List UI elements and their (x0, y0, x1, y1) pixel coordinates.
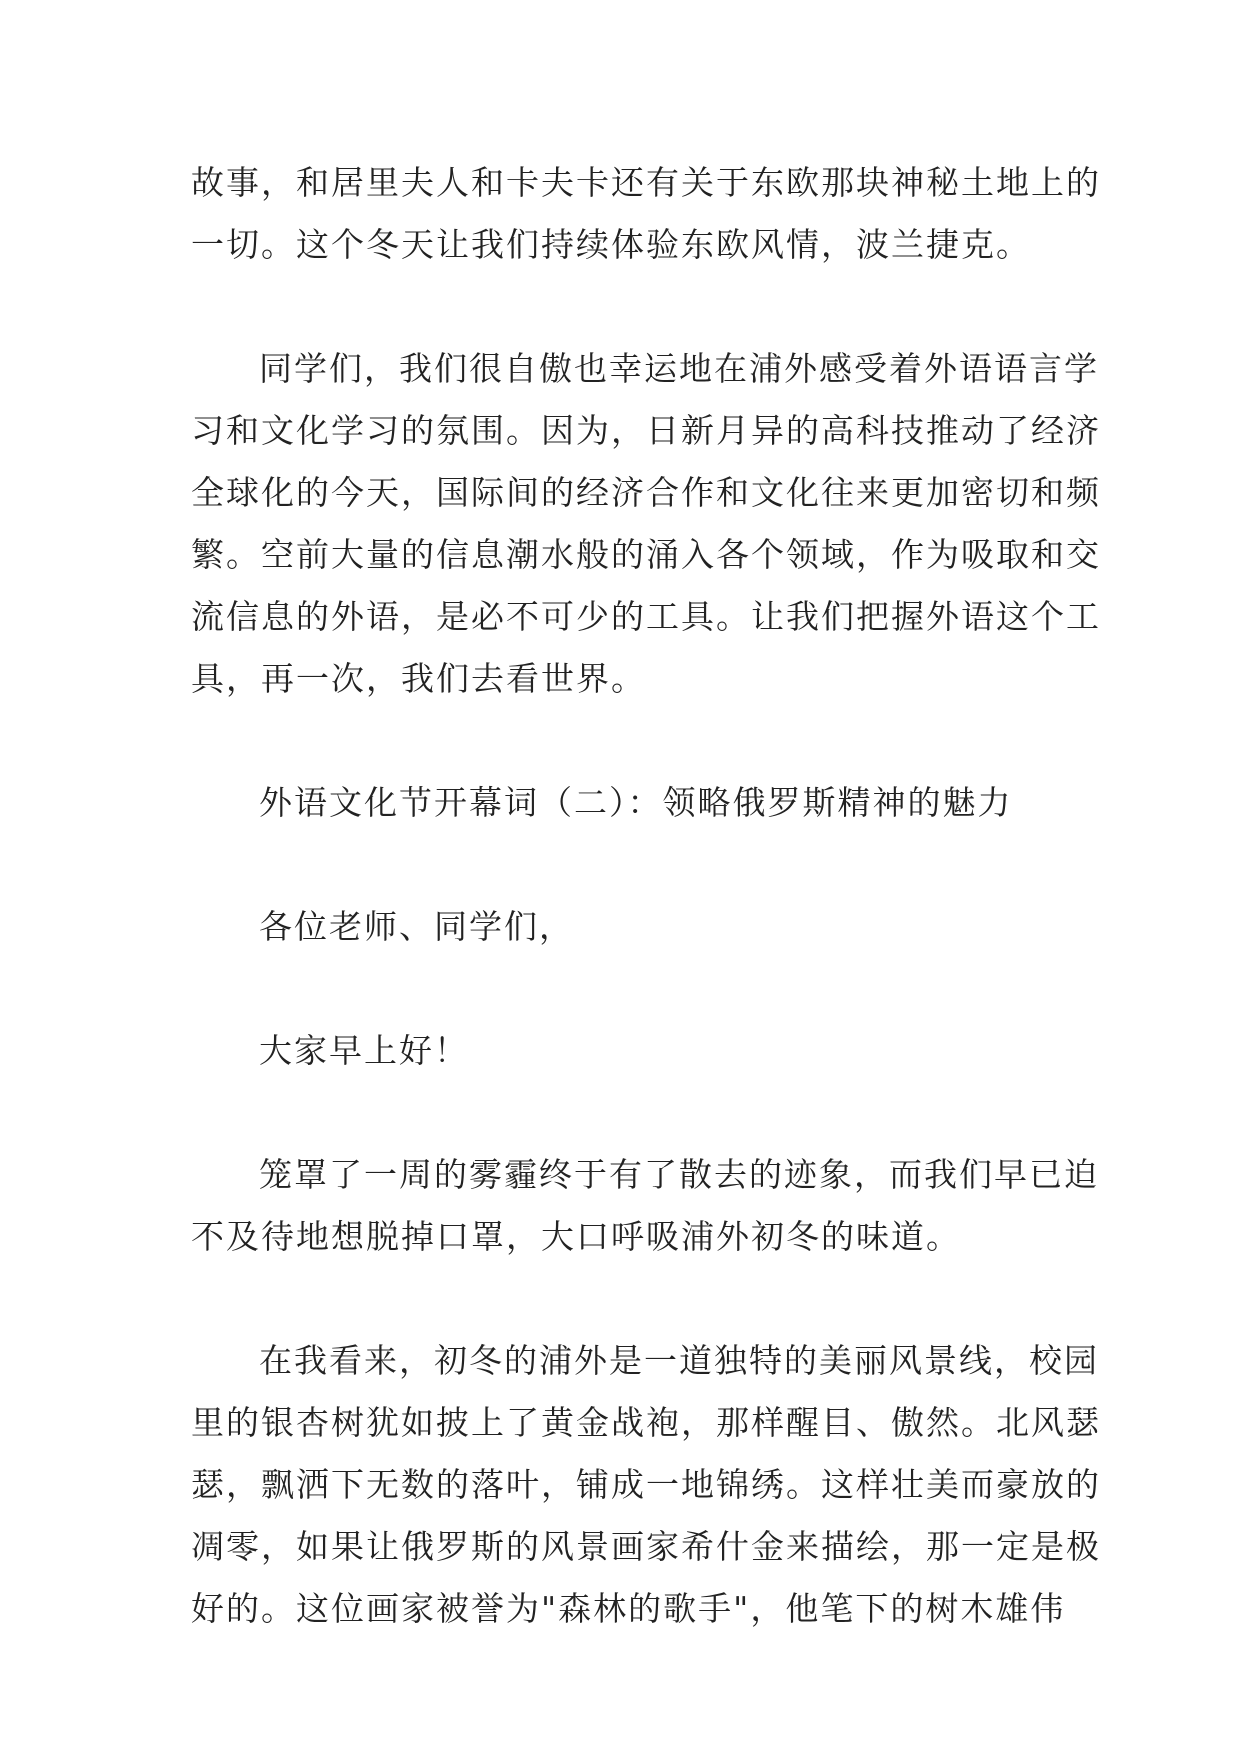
text-line: 里的银杏树犹如披上了黄金战袍，那样醒目、傲然。北风瑟 (191, 1403, 1101, 1442)
text-line: 各位老师、同学们， (259, 907, 574, 946)
text-line: 不及待地想脱掉口罩，大口呼吸浦外初冬的味道。 (191, 1217, 961, 1256)
section-heading (191, 772, 1061, 834)
greeting (191, 1020, 1061, 1082)
paragraph-continuation (191, 152, 1101, 276)
heading-line: 外语文化节开幕词（二）：领略俄罗斯精神的魅力 (259, 783, 1013, 822)
text-line: 凋零，如果让俄罗斯的风景画家希什金来描绘，那一定是极 (191, 1527, 1101, 1566)
text-line: 好的。这位画家被誉为"森林的歌手"，他笔下的树木雄伟 (191, 1589, 1066, 1628)
text-line: 繁。空前大量的信息潮水般的涌入各个领域，作为吸取和交 (191, 535, 1101, 574)
text-line: 一切。这个冬天让我们持续体验东欧风情，波兰捷克。 (191, 225, 1031, 264)
text-line: 大家早上好！ (259, 1031, 469, 1070)
text-line: 笼罩了一周的雾霾终于有了散去的迹象，而我们早已迫 (259, 1155, 1099, 1194)
paragraph-winter-scenery (191, 1330, 1101, 1640)
text-line: 全球化的今天，国际间的经济合作和文化往来更加密切和频 (191, 473, 1101, 512)
text-line: 习和文化学习的氛围。因为，日新月异的高科技推动了经济 (191, 411, 1101, 450)
text-line: 流信息的外语，是必不可少的工具。让我们把握外语这个工 (191, 597, 1101, 636)
text-line: 同学们，我们很自傲也幸运地在浦外感受着外语语言学 (259, 349, 1099, 388)
text-line: 具，再一次，我们去看世界。 (191, 659, 646, 698)
text-line: 故事，和居里夫人和卡夫卡还有关于东欧那块神秘土地上的 (191, 163, 1101, 202)
paragraph-world (191, 338, 1101, 710)
paragraph-smog (191, 1144, 1099, 1268)
document-body (191, 152, 1101, 1702)
text-line: 在我看来，初冬的浦外是一道独特的美丽风景线，校园 (259, 1341, 1099, 1380)
text-line: 瑟，飘洒下无数的落叶，铺成一地锦绣。这样壮美而豪放的 (191, 1465, 1101, 1504)
salutation (191, 896, 1061, 958)
